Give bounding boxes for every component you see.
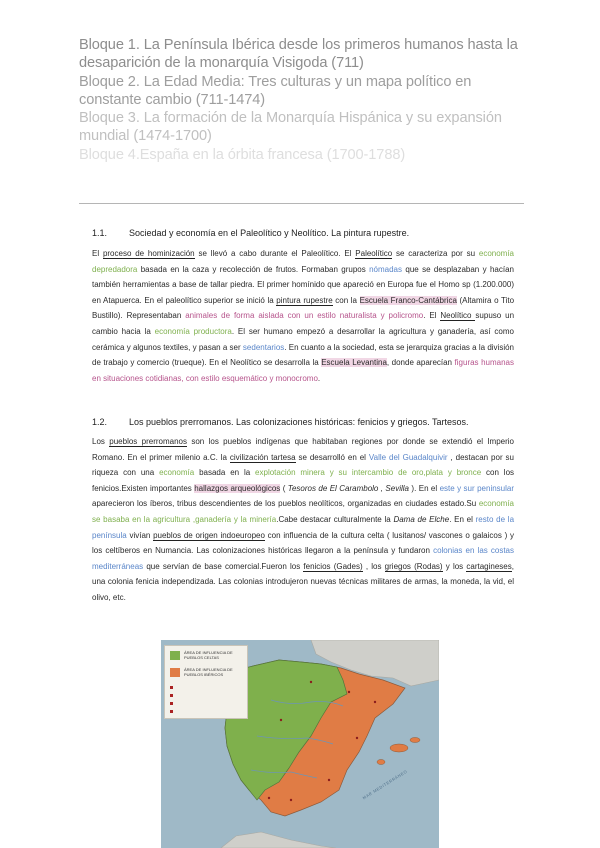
africa-landmass xyxy=(221,832,336,848)
iberian-peninsula-map xyxy=(161,640,439,848)
section-1-1-paragraph: El proceso de hominización se llevó a cabo durante el Paleolítico. El Paleolítico se caracteriza por su economía depredadora basada en la caza y recolección de frutos. Formaban grupos nómadas que se desplazaban y hacían también herramientas a base de tallar piedra. El primer homínido que apareció en Europa fue el Homo sp (1.200.000) en Atapuerca. En el paleolítico superior se inició la pintura rupestre con la Escuela Franco-Cantábrica (Altamira o Tito Bustillo). Representaban animales de forma aislada con un estilo naturalista y policromo. El Neolítico supuso un cambio hacia la economía productora. El ser humano empezó a desarrollar la agricultura y ganadería, así como cerámica y algunos textiles, y pasan a ser sedentarios. En cuanto a la sociedad, esta se jerarquiza gracias a la división de trabajo y comercio (trueque). En el Neolítico se desarrolla la Escuela Levantina, donde aparecían figuras humanas en situaciones cotidianas, con estilo esquemático y monocromo. xyxy=(92,249,515,383)
sea-label: MAR MEDITERRÁNEO xyxy=(361,768,409,801)
section-1-2-heading xyxy=(92,417,469,427)
legend-marker xyxy=(170,710,173,713)
city-marker xyxy=(348,691,350,693)
section-number: 1.1. xyxy=(92,228,108,238)
map-legend xyxy=(164,645,248,719)
city-marker xyxy=(328,779,330,781)
legend-swatch-iberian xyxy=(170,668,180,677)
ibiza-island xyxy=(377,760,385,765)
menorca-island xyxy=(410,738,420,743)
header-divider xyxy=(79,203,524,204)
section-1-1-heading xyxy=(92,228,409,238)
bloque-1-heading: Bloque 1. La Península Ibérica desde los primeros humanos hasta la desaparición de la monarquía Visigoda (711) xyxy=(79,37,518,72)
city-marker xyxy=(356,737,358,739)
mallorca-island xyxy=(390,744,408,752)
legend-marker xyxy=(170,686,173,689)
legend-marker xyxy=(170,694,173,697)
bloque-3-heading: Bloque 3. La formación de la Monarquía Hispánica y su expansión mundial (1474-1700) xyxy=(79,110,502,145)
section-1-2-paragraph: Los pueblos prerromanos son los pueblos indígenas que habitaban regiones por donde se extendió el Imperio Romano. En el primer milenio a.C. la civilización tartesa se desarrolló en el Valle del Guadalquivir , destacan por su riqueza con una economía basada en la explotación minera y su intercambio de oro,plata y bronce con los fenicios.Existen importantes hallazgos arqueológicos ( Tesoros de El Carambolo , Sevilla ). En el este y sur peninsular aparecieron los íberos, tribus descendientes de los pueblos neolíticos, organizadas en ciudades estado.Su economía se basaba en la agricultura ,ganadería y la minería.Cabe destacar culturalmente la Dama de Elche. En el resto de la península vivían pueblos de origen indoeuropeo con influencia de la cultura celta ( lusitanos/ vascones o galaicos ) y los celtíberos en Numancia. Las colonizaciones históricas llegaron a la península y fundaron colonias en las costas mediterráneas que servían de base comercial.Fueron los fenicios (Gades) , los griegos (Rodas) y los cartagineses, una colonia fenicia independizada. Las colonias introdujeron nuevas técnicas militares de armas, la moneda, la vid, el olivo, etc. xyxy=(92,437,515,602)
section-number: 1.2. xyxy=(92,417,108,427)
city-marker xyxy=(268,797,270,799)
bloque-headers xyxy=(79,36,519,164)
city-marker xyxy=(290,799,292,801)
section-title: Los pueblos prerromanos. Las colonizaciones históricas: fenicios y griegos. Tartesos. xyxy=(129,417,469,427)
legend-label-celtic: ÁREA DE INFLUENCIA DE PUEBLOS CELTAS xyxy=(184,650,233,660)
bloque-2-heading: Bloque 2. La Edad Media: Tres culturas y un mapa político en constante cambio (711-1474) xyxy=(79,73,472,108)
legend-swatch-celtic xyxy=(170,651,180,660)
bloque-4-heading: Bloque 4.España en la órbita francesa (1700-1788) xyxy=(79,146,406,163)
section-title: Sociedad y economía en el Paleolítico y Neolítico. La pintura rupestre. xyxy=(129,228,410,238)
city-marker xyxy=(310,681,312,683)
city-marker xyxy=(280,719,282,721)
legend-marker xyxy=(170,702,173,705)
legend-label-iberian: ÁREA DE INFLUENCIA DE PUEBLOS IBÉRICOS xyxy=(184,667,233,677)
city-marker xyxy=(374,701,376,703)
